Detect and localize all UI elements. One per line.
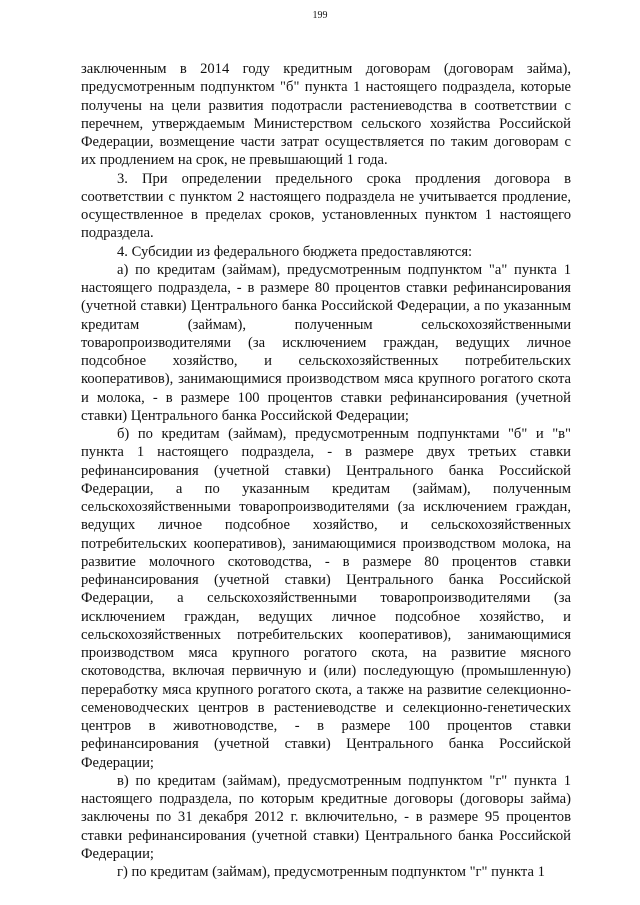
paragraph-item-4: 4. Субсидии из федерального бюджета предоставляются: [117,243,473,260]
paragraph-subitem-a: а) по кредитам (займам), предусмотренным подпунктом "а" пункта 1 настоящего подраздела, - в размере 80 процентов ставки рефинансирования (учетной ставки) Центрального банка Российской Федерации, а по указанным кредитам (займам), полученным сельскохозяйственными товаропроизводителями (за исключением граждан, ведущих личное подсобное хозяйство, и сельскохозяйственных потребительских кооперативов), занимающимися производством мяса крупного рогатого скота и молока, - в размере 100 процентов ставки рефинансирования (учетной ставки) Центрального банка Российской Федерации; [81,261,571,424]
paragraph-continuation: заключенным в 2014 году кредитным договорам (договорам займа), предусмотренным подпунктом "б" пункта 1 настоящего подраздела, которые получены на цели развития подотрасли растениеводства в соответствии с перечнем, утверждаемым Министерством сельского хозяйства Российской Федерации, возмещение части затрат осуществляется по таким договорам с их продлением на срок, не превышающий 1 года. [81,61,571,169]
paragraph-subitem-v: в) по кредитам (займам), предусмотренным подпунктом "г" пункта 1 настоящего подраздела, по которым кредитные договоры (договоры займа) заключены по 31 декабря 2012 г. включительно, - в размере 95 процентов ставки рефинансирования (учетной ставки) Центрального банка Российской Федерации; [81,772,571,862]
document-body [81,60,571,881]
page-number: 199 [312,10,328,21]
paragraph-item-3: 3. При определении предельного срока продления договора в соответствии с пунктом 2 настоящего подраздела не учитывается продление, осуществленное в пределах сроков, установленных пунктом 1 настоящего подраздела. [81,170,571,242]
paragraph-subitem-g: г) по кредитам (займам), предусмотренным подпунктом "г" пункта 1 [117,864,545,880]
paragraph-subitem-b: б) по кредитам (займам), предусмотренным подпунктами "б" и "в" пункта 1 настоящего подраздела, - в размере двух третьих ставки рефинансирования (учетной ставки) Центрального банка Российской Федерации, а по указанным кредитам (займам), полученным сельскохозяйственными товаропроизводителями (за исключением граждан, ведущих личное подсобное хозяйство, и сельскохозяйственных потребительских кооперативов), занимающимися производством молока, на развитие молочного скотоводства, - в размере 80 процентов ставки рефинансирования (учетной ставки) Центрального банка Российской Федерации, а сельскохозяйственными товаропроизводителями (за исключением граждан, ведущих личное подсобное хозяйство, и сельскохозяйственных потребительских кооперативов), занимающимися производством мяса крупного рогатого скота, на развитие мясного скотоводства, включая первичную и (или) последующую (промышленную) переработку мяса крупного рогатого скота, а также на развитие селекционно-семеноводческих центров в растениеводстве и селекционно-генетических центров в животноводстве, - в размере 100 процентов ставки рефинансирования (учетной ставки) Центрального банка Российской Федерации; [81,426,571,771]
